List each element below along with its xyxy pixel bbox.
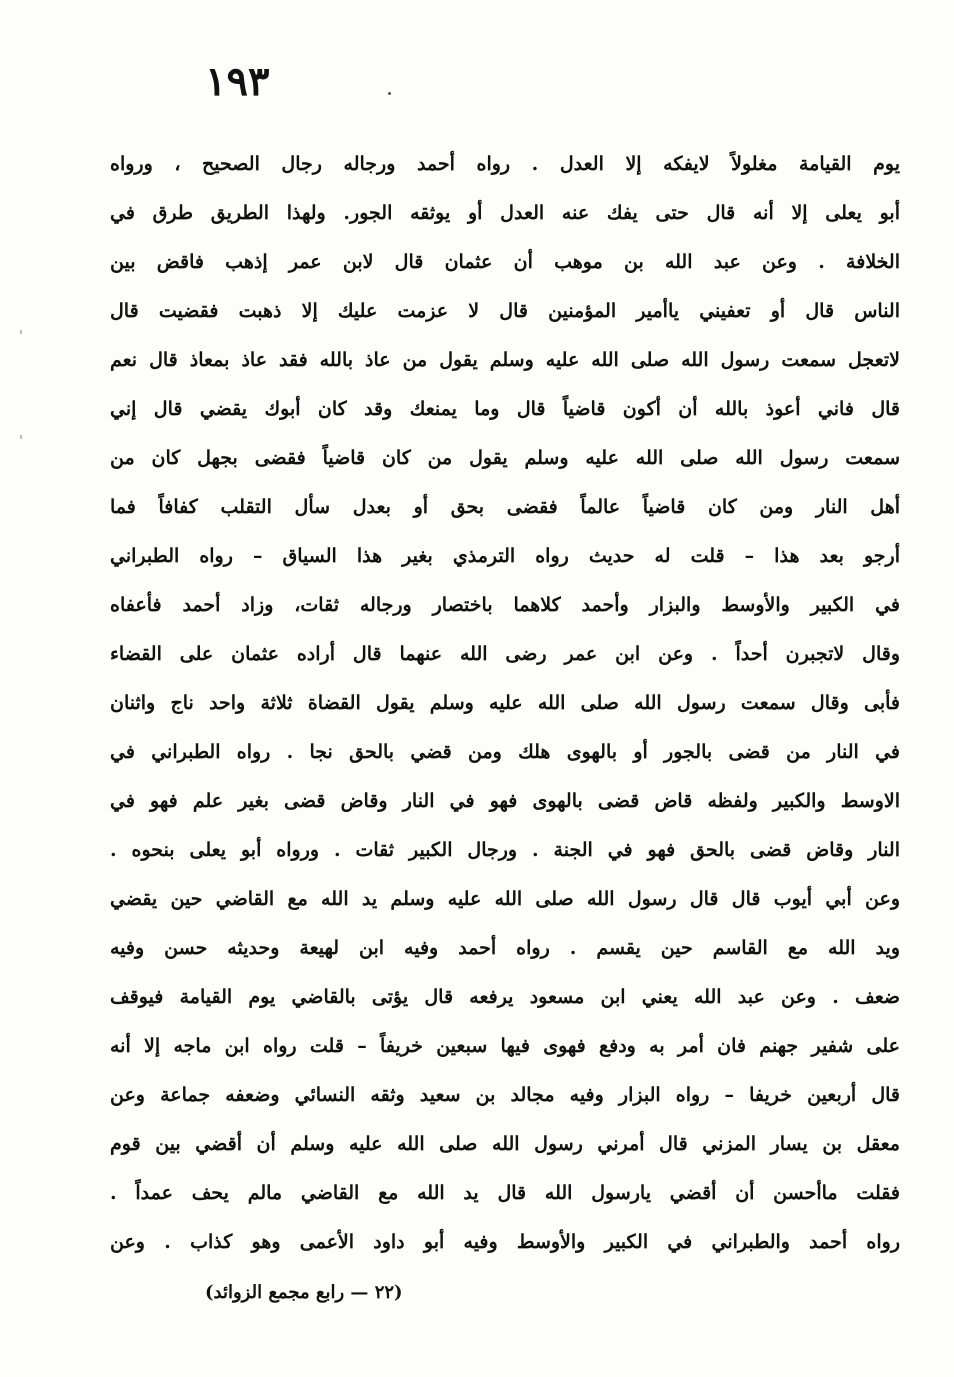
text-line: لاتعجل سمعت رسول الله صلى الله عليه وسلم يقول من عاذ بالله فقد عاذ بمعاذ قال نعم bbox=[110, 349, 900, 371]
page-number: ١٩٣ bbox=[205, 58, 270, 105]
text-line: يوم القيامة مغلولاً لايفكه إلا العدل . رواه أحمد ورجاله رجال الصحيح ، ورواه bbox=[110, 153, 900, 175]
text-line: على شفير جهنم فان أمر به ودفع فهوى فيها سبعين خريفاً – قلت رواه ابن ماجه إلا أنه bbox=[110, 1035, 900, 1057]
text-line: النار وقاض قضى بالحق فهو في الجنة . ورجال الكبير ثقات . ورواه أبو يعلى بنحوه . bbox=[110, 839, 900, 861]
text-line: أرجو بعد هذا – قلت له حديث رواه الترمذي بغير هذا السياق – رواه الطبراني bbox=[110, 545, 900, 567]
text-line: ويد الله مع القاسم حين يقسم . رواه أحمد وفيه ابن لهيعة وحديثه حسن وفيه bbox=[110, 937, 900, 959]
margin-mark bbox=[20, 330, 22, 334]
text-line: فقلت ماأحسن أن أقضي يارسول الله قال يد الله مع القاضي مالم يحف عمداً . bbox=[110, 1182, 900, 1204]
text-line: فأبى وقال سمعت رسول الله صلى الله عليه وسلم يقول القضاة ثلاثة واحد ناج واثنان bbox=[110, 692, 900, 714]
text-line: الخلافة . وعن عبد الله بن موهب أن عثمان قال لابن عمر إذهب فاقض بين bbox=[110, 251, 900, 273]
text-line: ضعف . وعن عبد الله يعني ابن مسعود يرفعه قال يؤتى بالقاضي يوم القيامة فيوقف bbox=[110, 986, 900, 1008]
text-line: قال أربعين خريفا – رواه البزار وفيه مجالد بن سعيد وثقه النسائي وضعفه جماعة وعن bbox=[110, 1084, 900, 1106]
text-line: وقال لاتجبرن أحداً . وعن ابن عمر رضى الله عنهما قال أراده عثمان على القضاء bbox=[110, 643, 900, 665]
page-dot-mark bbox=[388, 92, 391, 95]
text-line: في الكبير والأوسط والبزار وأحمد كلاهما باختصار ورجاله ثقات، وزاد أحمد فأعفاه bbox=[110, 594, 900, 616]
text-line: أهل النار ومن كان قاضياً عالماً فقضى بحق أو بعدل سأل التقلب كفافاً فما bbox=[110, 496, 900, 518]
text-line: في النار من قضى بالجور أو بالهوى هلك ومن قضي بالحق نجا . رواه الطبراني في bbox=[110, 741, 900, 763]
body-text bbox=[110, 140, 900, 1267]
text-line: الناس قال أو تعفيني ياأمير المؤمنين قال لا عزمت عليك إلا ذهبت فقضيت قال bbox=[110, 300, 900, 322]
page-footer: (٢٢ — رابع مجمع الزوائد) bbox=[205, 1282, 403, 1303]
text-line: سمعت رسول الله صلى الله عليه وسلم يقول من كان قاضياً فقضى بجهل كان من bbox=[110, 447, 900, 469]
text-line: رواه أحمد والطبراني في الكبير والأوسط وفيه أبو داود الأعمى وهو كذاب . وعن bbox=[110, 1231, 900, 1253]
text-line: أبو يعلى إلا أنه قال حتى يفك عنه العدل أو يوثقه الجور. ولهذا الطريق طرق في bbox=[110, 202, 900, 224]
margin-mark bbox=[20, 435, 22, 439]
text-line: معقل بن يسار المزني قال أمرني رسول الله صلى الله عليه وسلم أن أقضي بين قوم bbox=[110, 1133, 900, 1155]
text-line: قال فاني أعوذ بالله أن أكون قاضياً قال وما يمنعك وقد كان أبوك يقضي قال إني bbox=[110, 398, 900, 420]
text-line: وعن أبي أيوب قال قال رسول الله صلى الله عليه وسلم يد الله مع القاضي حين يقضي bbox=[110, 888, 900, 910]
text-line: الاوسط والكبير ولفظه قاض قضى بالهوى فهو في النار وقاض قضى بغير علم فهو في bbox=[110, 790, 900, 812]
